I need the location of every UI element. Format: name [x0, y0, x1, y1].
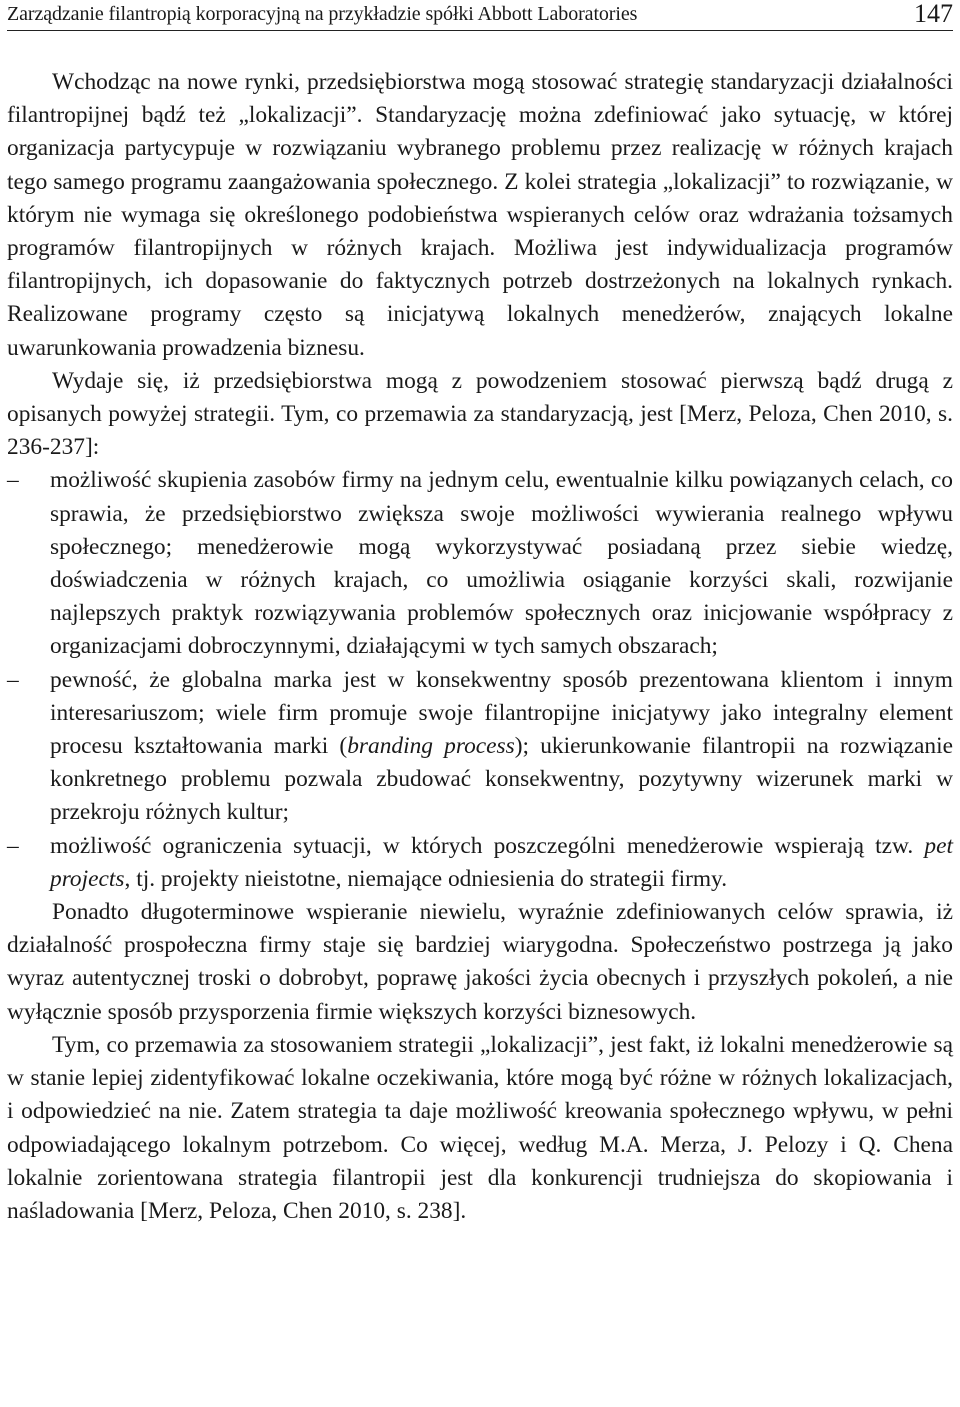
dash-bullet: –: [7, 467, 19, 494]
paragraph-standardization-intro: Wydaje się, iż przedsiębiorstwa mogą z powodzeniem stosować pierwszą bądź drugą z opisanych powyżej strategii. Tym, co przemawia za standaryzacją, jest [Merz, Peloza, Chen 2010, s. 236-237]:: [7, 367, 953, 461]
italic-term: pet projects: [50, 832, 953, 892]
list-item-text-part: możliwość ograniczenia sytuacji, w których poszczególni menedżerowie wspierają tzw.: [50, 832, 925, 859]
list-item-text-part: pewność, że globalna marka jest w konsekwentny sposób prezentowana klientom i innym interesariuszom; wiele firm promuje swoje filantropijne inicjatywy jako integralny element procesu kształtowania marki (: [50, 666, 953, 760]
list-item-text-part: , tj. projekty nieistotne, niemające odniesienia do strategii firmy.: [124, 865, 728, 892]
list-item-text: [50, 833, 953, 892]
italic-term: branding process: [347, 733, 515, 760]
paragraph-localization-arguments: Tym, co przemawia za stosowaniem strategii „lokalizacji”, jest fakt, iż lokalni menedżerowie są w stanie lepiej zidentyfikować lokalne oczekiwania, które mogą być różne w różnych lokalizacjach, i odpowiedzieć na nie. Zatem strategia ta daje możliwość kreowania społecznego wpływu, w pełni odpowiadającego lokalnym potrzebom. Co więcej, według M.A. Merza, J. Pelozy i Q. Chena lokalnie zorientowana strategia filantropii jest dla konkurencji trudniejsza do skopiowania i naśladowania [Merz, Peloza, Chen 2010, s. 238].: [7, 1031, 953, 1224]
list-item-text: [50, 667, 953, 826]
list-item: [7, 664, 953, 830]
dash-bullet: –: [7, 832, 19, 859]
running-header: [7, 0, 953, 31]
body-text: [7, 66, 953, 1228]
list-item: [7, 830, 953, 896]
list-item-text-part: ); ukierunkowanie filantropii na rozwiązanie konkretnego problemu pozwala zbudować konsekwentny, pozytywny wizerunek marki w przekroju różnych kultur;: [50, 733, 953, 826]
dash-bullet: –: [7, 666, 19, 693]
paragraph-standardization-vs-localization: Wchodząc na nowe rynki, przedsiębiorstwa mogą stosować strategię standaryzacji działalności filantropijnej bądź też „lokalizacji”. Standaryzację można zdefiniować jako sytuację, w której organizacja partycypuje w rozwiązaniu wybranego problemu przez realizację w różnych krajach tego samego programu zaangażowania społecznego. Z kolei strategia „lokalizacji” to rozwiązanie, w którym nie wymaga się określonego podobieństwa wspieranych celów oraz wdrażania tożsamych programów filantropijnych w różnych krajach. Możliwa jest indywidualizacja programów filantropijnych, ich dopasowanie do faktycznych potrzeb dostrzeżonych na lokalnych rynkach. Realizowane programy często są inicjatywą lokalnych menedżerów, znających lokalne uwarunkowania prowadzenia biznesu.: [7, 69, 953, 361]
page-number: 147: [914, 0, 953, 28]
standardization-arguments-list: [7, 464, 953, 896]
running-title: Zarządzanie filantropią korporacyjną na przykładzie spółki Abbott Laboratories: [7, 3, 638, 25]
list-item-text: możliwość skupienia zasobów firmy na jednym celu, ewentualnie kilku powiązanych celach, co sprawia, że przedsiębiorstwo zwiększa swoje możliwości wywierania realnego wpływu społecznego; menedżerowie mogą wykorzystywać posiadaną przez siebie wiedzę, doświadczenia w różnych krajach, co umożliwia osiąganie korzyści skali, rozwijanie najlepszych praktyk rozwiązywania problemów społecznych oraz inicjowanie współpracy z organizacjami dobroczynnymi, działającymi w tych samych obszarach;: [50, 467, 953, 660]
paragraph-long-term-support: Ponadto długoterminowe wspieranie niewielu, wyraźnie zdefiniowanych celów sprawia, iż działalność prospołeczna firmy staje się bardziej wiarygodna. Społeczeństwo postrzega ją jako wyraz autentycznej troski o dobrobyt, poprawę jakości życia obecnych i przyszłych pokoleń, a nie wyłącznie sposób przysporzenia firmie większych korzyści biznesowych.: [7, 899, 953, 1025]
list-item: [7, 464, 953, 663]
